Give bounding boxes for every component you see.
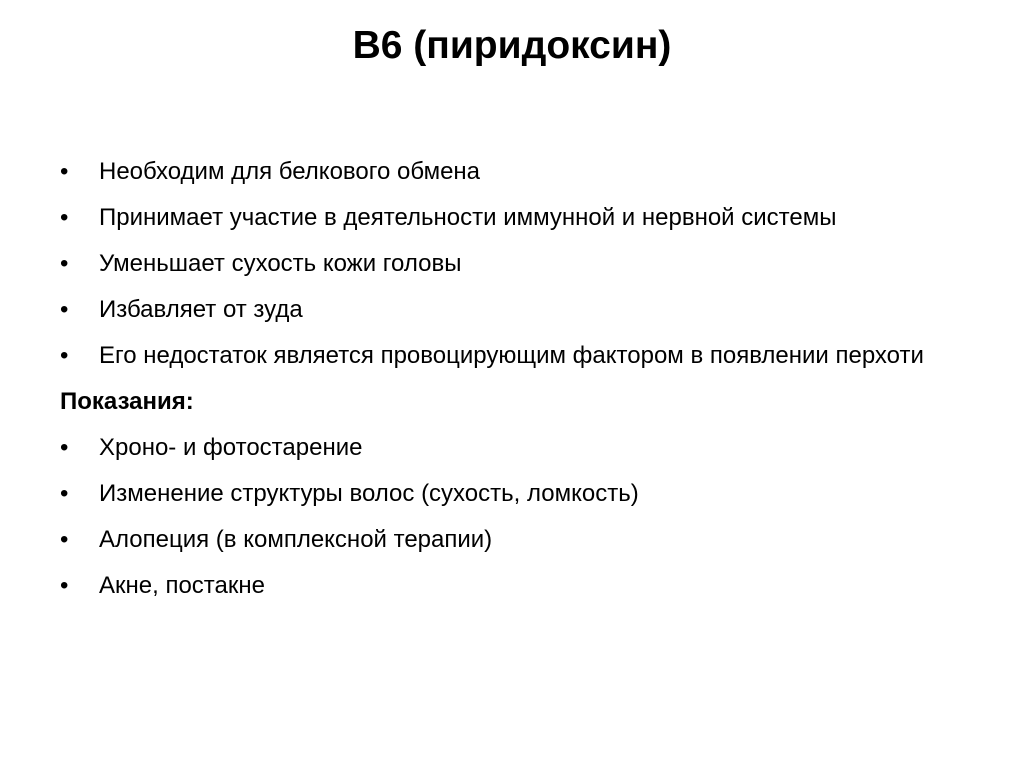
indication-item	[60, 568, 960, 604]
indication-text: Алопеция (в комплексной терапии)	[99, 526, 493, 553]
benefit-item	[60, 200, 960, 236]
benefit-text: Принимает участие в деятельности иммунной и нервной системы	[99, 204, 837, 231]
bullet-icon: •	[60, 204, 69, 231]
bullet-icon: •	[60, 250, 69, 277]
indication-item	[60, 430, 960, 466]
benefit-item	[60, 292, 960, 328]
bullet-icon: •	[60, 342, 69, 369]
benefit-text: Избавляет от зуда	[99, 296, 303, 323]
slide-title: B6 (пиридоксин)	[352, 24, 672, 67]
benefit-item	[60, 338, 960, 374]
bullet-icon: •	[60, 434, 69, 461]
indication-text: Хроно- и фотостарение	[99, 434, 363, 461]
bullet-icon: •	[60, 480, 69, 507]
bullet-icon: •	[60, 158, 69, 185]
benefit-item	[60, 154, 960, 190]
indications-heading: Показания:	[60, 388, 194, 415]
indication-text: Изменение структуры волос (сухость, ломкость)	[99, 480, 639, 507]
indication-item	[60, 522, 960, 558]
benefit-text: Его недостаток является провоцирующим фактором в появлении перхоти	[99, 342, 924, 369]
indication-item	[60, 476, 960, 512]
benefit-item	[60, 246, 960, 282]
bullet-icon: •	[60, 296, 69, 323]
bullet-icon: •	[60, 572, 69, 599]
benefit-text: Уменьшает сухость кожи головы	[99, 250, 462, 277]
bullet-icon: •	[60, 526, 69, 553]
slide-body	[60, 154, 960, 614]
indication-text: Акне, постакне	[99, 572, 265, 599]
benefit-text: Необходим для белкового обмена	[99, 158, 481, 185]
